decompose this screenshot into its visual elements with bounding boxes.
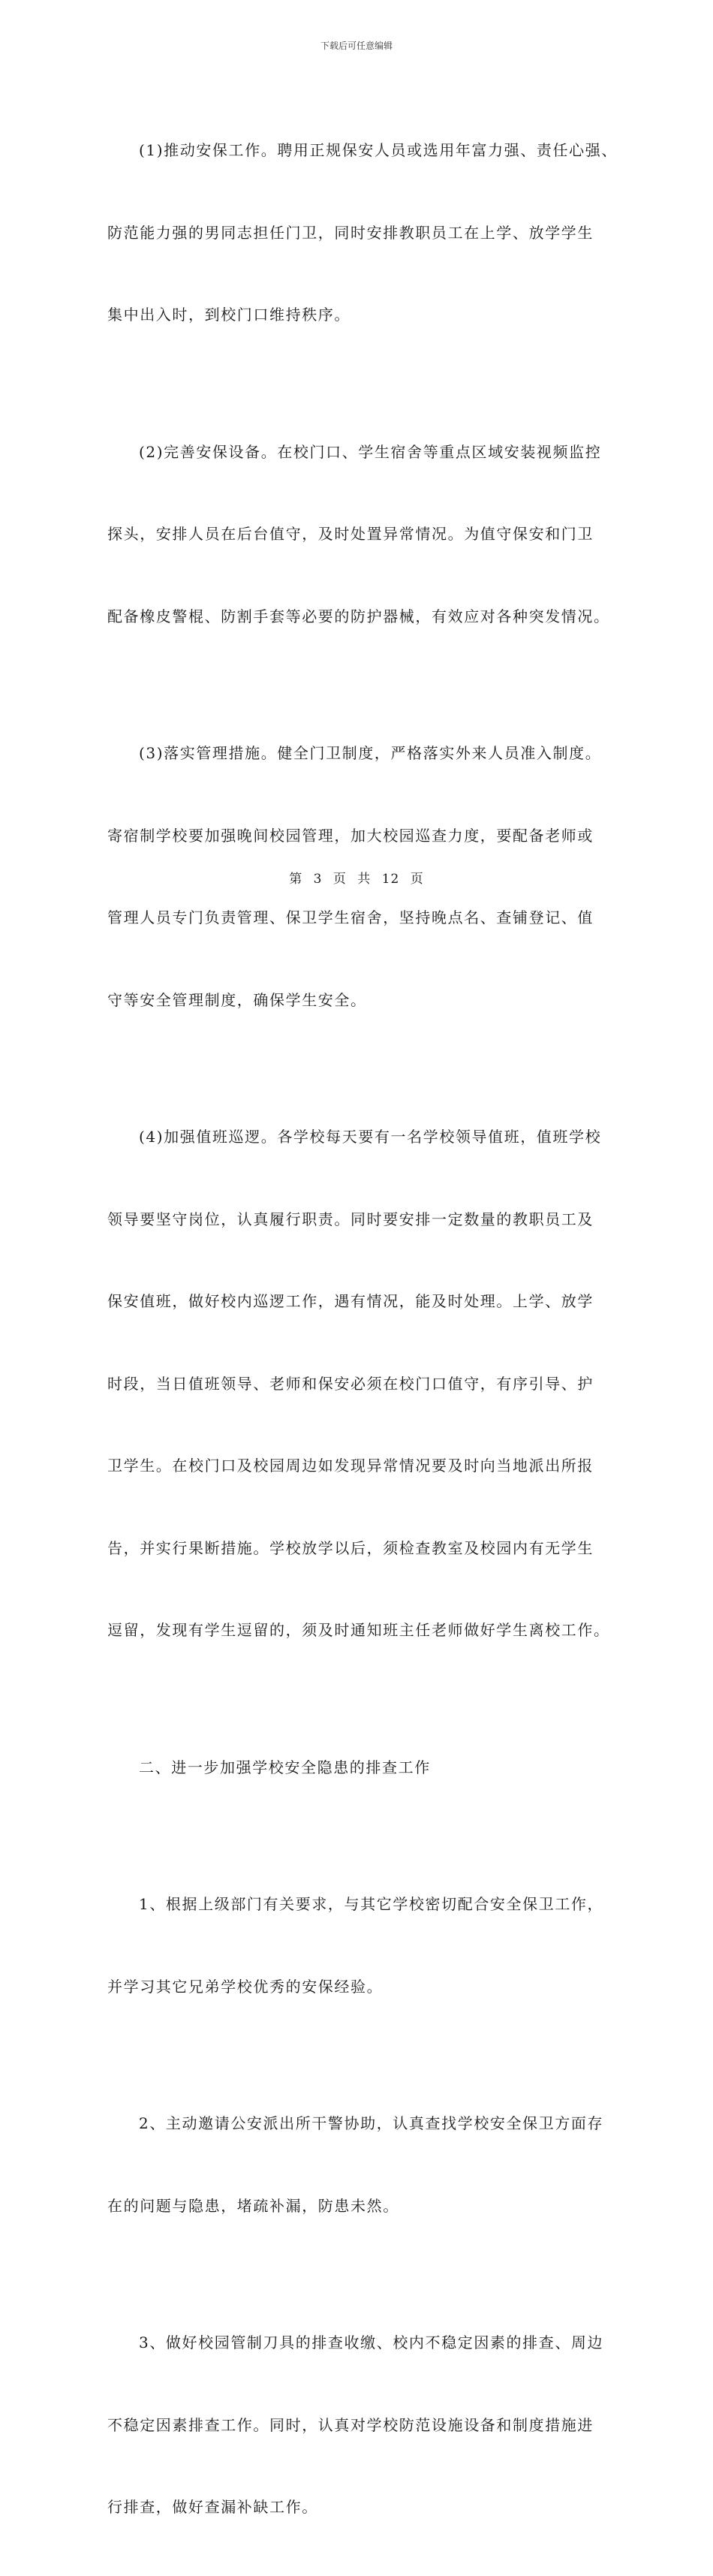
- paragraph-line: 并学习其它兄弟学校优秀的安保经验。: [107, 1977, 384, 1996]
- footer-page-word: 页: [332, 872, 347, 887]
- paragraph-line: 时段，当日值班领导、老师和保安必须在校门口值守，有序引导、护: [107, 1374, 594, 1393]
- paragraph-item-3: [107, 2274, 625, 2576]
- paragraph-line: 逗留，发现有学生逗留的，须及时通知班主任老师做好学生离校工作。: [107, 1621, 610, 1639]
- paragraph-1: [107, 82, 625, 384]
- footer-prefix: 第: [289, 872, 303, 887]
- paragraph-2: [107, 384, 625, 685]
- paragraph-line: 1、根据上级部门有关要求，与其它学校密切配合安全保卫工作，: [139, 1895, 604, 1913]
- section-heading-text: 二、进一步加强学校安全隐患的排查工作: [139, 1758, 431, 1776]
- paragraph-line: 领导要坚守岗位，认真履行职责。同时要安排一定数量的教职员工及: [107, 1210, 594, 1228]
- current-page-number: 3: [313, 872, 323, 887]
- paragraph-4: [107, 1068, 625, 1699]
- paragraph-line: (4)加强值班巡逻。各学校每天要有一名学校领导值班，值班学校: [139, 1128, 602, 1146]
- paragraph-line: 保安值班，做好校内巡逻工作，遇有情况，能及时处理。上学、放学: [107, 1292, 594, 1310]
- paragraph-line: 配备橡皮警棍、防割手套等必要的防护器械，有效应对各种突发情况。: [107, 607, 610, 625]
- paragraph-line: 3、做好校园管制刀具的排查收缴、校内不稳定因素的排查、周边: [139, 2333, 604, 2352]
- total-page-count: 12: [381, 872, 400, 887]
- paragraph-line: 卫学生。在校门口及校园周边如发现异常情况要及时向当地派出所报: [107, 1457, 594, 1475]
- header-note: 下载后可任意编辑: [320, 41, 393, 51]
- paragraph-line: (1)推动安保工作。聘用正规保安人员或选用年富力强、责任心强、: [139, 141, 618, 159]
- paragraph-line: 管理人员专门负责管理、保卫学生宿舍，坚持晚点名、查铺登记、值: [107, 908, 594, 926]
- paragraph-item-1: [107, 1836, 625, 2055]
- paragraph-line: 寄宿制学校要加强晚间校园管理，加大校园巡查力度，要配备老师或: [107, 826, 594, 845]
- paragraph-line: 防范能力强的男同志担任门卫，同时安排教职员工在上学、放学学生: [107, 223, 594, 242]
- paragraph-line: 集中出入时，到校门口维持秩序。: [107, 306, 350, 324]
- page-number-footer: [0, 868, 713, 887]
- paragraph-line: 告，并实行果断措施。学校放学以后，须检查教室及校园内有无学生: [107, 1538, 594, 1557]
- paragraph-line: 2、主动邀请公安派出所干警协助，认真查找学校安全保卫方面存: [139, 2114, 604, 2132]
- footer-suffix: 页: [410, 872, 424, 887]
- paragraph-line: 在的问题与隐患，堵疏补漏，防患未然。: [107, 2196, 399, 2215]
- paragraph-line: 行排查，做好查漏补缺工作。: [107, 2498, 318, 2516]
- paragraph-line: 探头，安排人员在后台值守，及时处置异常情况。为值守保安和门卫: [107, 525, 594, 543]
- paragraph-line: 守等安全管理制度，确保学生安全。: [107, 990, 367, 1009]
- paragraph-line: (2)完善安保设备。在校门口、学生宿舍等重点区域安装视频监控: [139, 442, 602, 461]
- paragraph-line: (3)落实管理措施。健全门卫制度，严格落实外来人员准入制度。: [139, 744, 602, 762]
- footer-total-label: 共: [357, 872, 372, 887]
- paragraph-item-2: [107, 2055, 625, 2274]
- document-body: [107, 82, 625, 2576]
- section-heading: [107, 1699, 625, 1836]
- paragraph-line: 不稳定因素排查工作。同时，认真对学校防范设施设备和制度措施进: [107, 2415, 594, 2434]
